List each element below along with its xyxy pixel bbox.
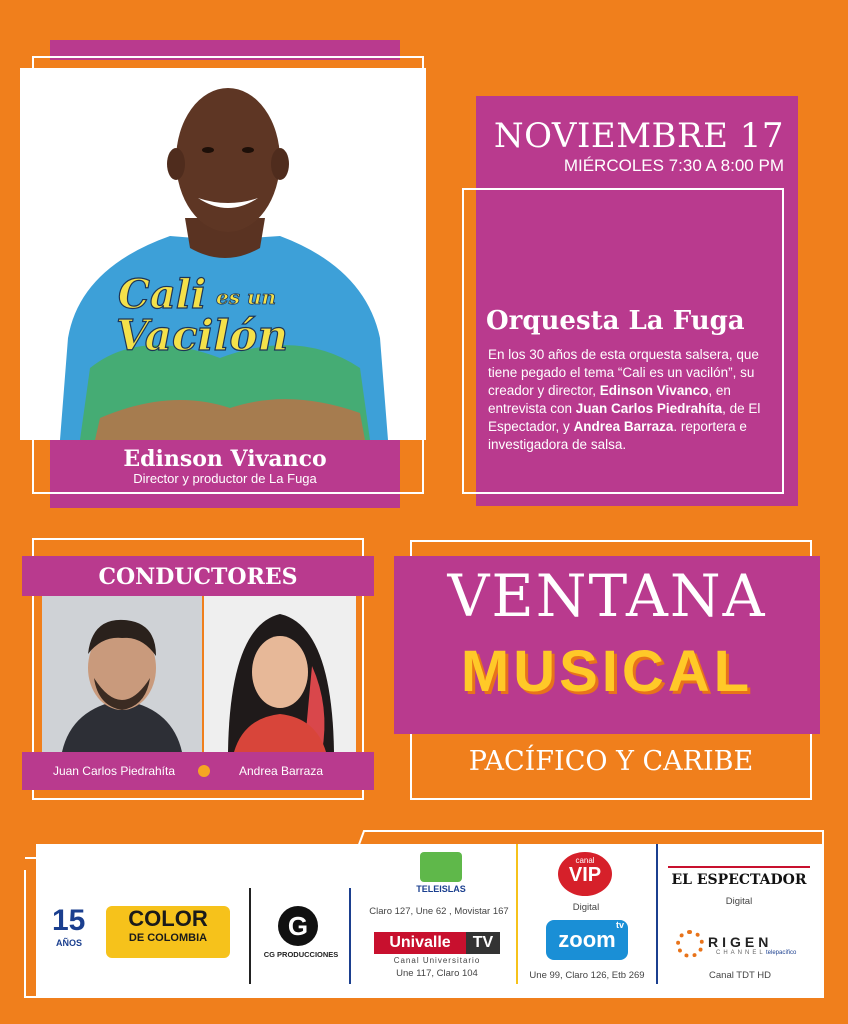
guest-portrait-illustration bbox=[20, 68, 426, 440]
guest-name: Edinson Vivanco bbox=[123, 446, 327, 472]
separator bbox=[349, 888, 351, 984]
host1-name: Juan Carlos Piedrahíta bbox=[52, 764, 176, 778]
origen-name: RIGEN bbox=[708, 934, 773, 950]
hosts-title: CONDUCTORES bbox=[98, 564, 298, 590]
cg-logo: G bbox=[278, 906, 318, 946]
color-anos-label: AÑOS bbox=[56, 938, 83, 948]
show-subtitle: PACÍFICO Y CARIBE bbox=[468, 746, 754, 777]
univalle-subtitle: Canal Universitario bbox=[393, 956, 481, 965]
band-description: En los 30 años de esta orquesta salsera, que tiene pegado el tema “Cali es un vacilón”, su creador y director, Edinson Vivanco, en entrevista con Juan Carlos Piedrahíta, de El Espectador, y Andrea Barraza. reportera e investigadora de salsa. bbox=[488, 347, 761, 452]
separator-dot-icon bbox=[198, 765, 210, 777]
host1-photo bbox=[42, 596, 202, 752]
show-title-ventana: VENTANA bbox=[447, 562, 767, 630]
canal-vip-logo bbox=[558, 852, 612, 896]
color-de-colombia-logo bbox=[106, 906, 230, 958]
zoom-logo: zoom bbox=[546, 920, 628, 960]
canal-vip-small: canal bbox=[575, 856, 595, 865]
teleislas-caption: Claro 127, Une 62 , Movistar 167 bbox=[369, 906, 509, 917]
origen-telepacifico: telepacífico bbox=[766, 950, 797, 956]
separator bbox=[249, 888, 251, 984]
canal-vip-caption: Digital bbox=[572, 902, 600, 913]
el-espectador-logo: EL ESPECTADOR bbox=[671, 872, 807, 888]
shirt-text-cali: Cali bbox=[118, 271, 207, 318]
origen-caption: Canal TDT HD bbox=[709, 970, 771, 981]
separator bbox=[516, 844, 518, 984]
univalle-logo: Univalle bbox=[374, 932, 466, 954]
color-15-logo: 15 bbox=[52, 904, 86, 937]
origen-channel-label: CHANNEL bbox=[716, 950, 766, 956]
separator bbox=[656, 844, 658, 984]
host2-name: Andrea Barraza bbox=[238, 764, 324, 778]
cg-name: CG PRODUCCIONES bbox=[263, 950, 339, 959]
event-time: MIÉRCOLES 7:30 A 8:00 PM bbox=[563, 156, 784, 175]
host2-photo bbox=[204, 596, 356, 752]
teleislas-name: TELEISLAS bbox=[416, 884, 466, 894]
zoom-tv-label: tv bbox=[616, 920, 625, 930]
event-date: NOVIEMBRE 17 bbox=[493, 116, 784, 156]
band-title: Orquesta La Fuga bbox=[486, 306, 745, 336]
guest-role: Director y productor de La Fuga bbox=[133, 471, 317, 486]
el-espectador-caption: Digital bbox=[725, 896, 753, 907]
guest-photo bbox=[20, 68, 426, 440]
univalle-tv-logo: TV bbox=[466, 932, 500, 954]
espectador-rule bbox=[668, 866, 810, 868]
color-logo-line2: DE COLOMBIA bbox=[128, 932, 208, 944]
color-logo-line1: COLOR bbox=[128, 906, 208, 931]
teleislas-logo-icon bbox=[420, 852, 462, 882]
origen-logo-icon bbox=[676, 930, 704, 958]
canal-vip-text: VIP bbox=[568, 864, 602, 886]
shirt-text-es-un: es un bbox=[216, 285, 277, 309]
univalle-caption: Une 117, Claro 104 bbox=[396, 968, 478, 979]
show-title-musical: MUSICAL bbox=[460, 639, 754, 704]
sponsors-panel bbox=[36, 844, 824, 998]
zoom-caption: Une 99, Claro 126, Etb 269 bbox=[529, 970, 645, 981]
shirt-text-vacilon: Vacilón bbox=[116, 311, 288, 360]
